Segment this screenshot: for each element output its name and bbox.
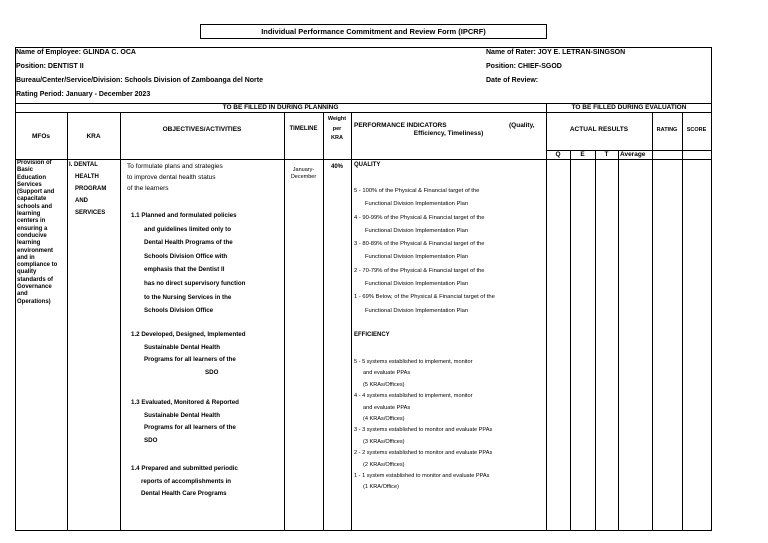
efficiency-list: 5 - 5 systems established to implement, monitor and evaluate PPAs (5 KRAs/Offices) 4 - 4 systems established to implement, monitor and evaluate PPAs (4 KRAs/Offices) 3 - 3 systems established to monitor and evaluate PPAs (3 KRAs/Offices) 2 - 2 systems established to monitor and evaluate PPAs (2 KRAs/Offices) 1 - 1 system established to monitor and evaluate PPAs (1 KRA/Office) xyxy=(354,359,493,491)
objective-1-4: 1.4 Prepared and submitted periodic reports of accomplishments in Dental Health Care Programs xyxy=(131,465,238,497)
col-score: SCORE xyxy=(686,127,707,133)
col-objectives: OBJECTIVES/ACTIVITIES xyxy=(162,126,242,133)
col-average: Average xyxy=(620,151,646,158)
quality-label: QUALITY xyxy=(354,162,381,168)
rating-period: Rating Period: January - December 2023 xyxy=(16,91,151,98)
objective-intro: To formulate plans and strategies to improve dental health status of the learners xyxy=(127,163,223,192)
col-actual-results: ACTUAL RESULTS xyxy=(569,126,629,133)
col-rating: RATING xyxy=(656,127,678,133)
col-indicators-sub: Efficiency, Timeliness) xyxy=(413,130,484,137)
col-e: E xyxy=(580,151,585,158)
weight-value: 40% xyxy=(330,164,343,170)
form-title: Individual Performance Commitment and Review Form (IPCRF) xyxy=(200,24,547,39)
col-timeline: TIMELINE xyxy=(289,126,318,132)
col-indicators: PERFORMANCE INDICATORS xyxy=(354,122,447,129)
col-mfos: MFOs xyxy=(31,133,51,140)
objective-1-2: 1.2 Developed, Designed, Implemented Sustainable Dental Health Programs for all learners of the SDO xyxy=(131,331,246,376)
col-kra: KRA xyxy=(86,133,101,140)
rater-position: Position: CHIEF-SGOD xyxy=(486,63,562,70)
col-indicators-quality: (Quality, xyxy=(509,122,535,129)
employee-position: Position: DENTIST II xyxy=(16,63,84,70)
efficiency-label: EFFICIENCY xyxy=(354,332,390,338)
objective-1-3: 1.3 Evaluated, Monitored & Reported Sustainable Dental Health Programs for all learners of the SDO xyxy=(131,399,239,444)
employee-bureau: Bureau/Center/Service/Division: Schools Division of Zamboanga del Norte xyxy=(16,77,263,84)
objective-1-1: 1.1 Planned and formulated policies and guidelines limited only to Dental Health Programs of the Schools Division Office with emphasis that the Dentist II has no direct supervisory function to the Nursing Services in the Schools Division Office xyxy=(131,212,246,315)
kra-text: I. DENTAL HEALTH PROGRAM AND SERVICES xyxy=(69,162,107,216)
col-weight: Weight per KRA xyxy=(327,116,347,141)
rater-name: Name of Rater: JOY E. LETRAN-SINGSON xyxy=(486,49,626,56)
col-q: Q xyxy=(555,151,561,158)
evaluation-header: TO BE FILLED DURING EVALUATION xyxy=(571,104,687,111)
timeline-value: January- December xyxy=(290,167,317,180)
quality-list: 5 - 100% of the Physical & Financial target of the Functional Division Implementation Plan 4 - 90-99% of the Physical & Financial target of the Functional Division Implementation Plan 3 - 80-89% of the Physical & Financial target of the Functional Division Implementation Plan 2 - 70-79% of the Physical & Financial target of the Functional Division Implementation Plan 1 - 69% Below, of the Physical & Financial target of the Functional Division Implementation Plan xyxy=(354,188,495,314)
planning-header: TO BE FILLED IN DURING PLANNING xyxy=(222,104,339,111)
mfo-text: Provision of Basic Education Services (Support and capacitate schools and learning centers in ensuring a conducive learning environment and in compliance to quality standards of Governance and Operations) xyxy=(17,160,58,305)
col-t: T xyxy=(604,151,609,158)
employee-name: Name of Employee: GLINDA C. OCA xyxy=(16,49,136,56)
date-of-review: Date of Review: xyxy=(486,77,539,84)
